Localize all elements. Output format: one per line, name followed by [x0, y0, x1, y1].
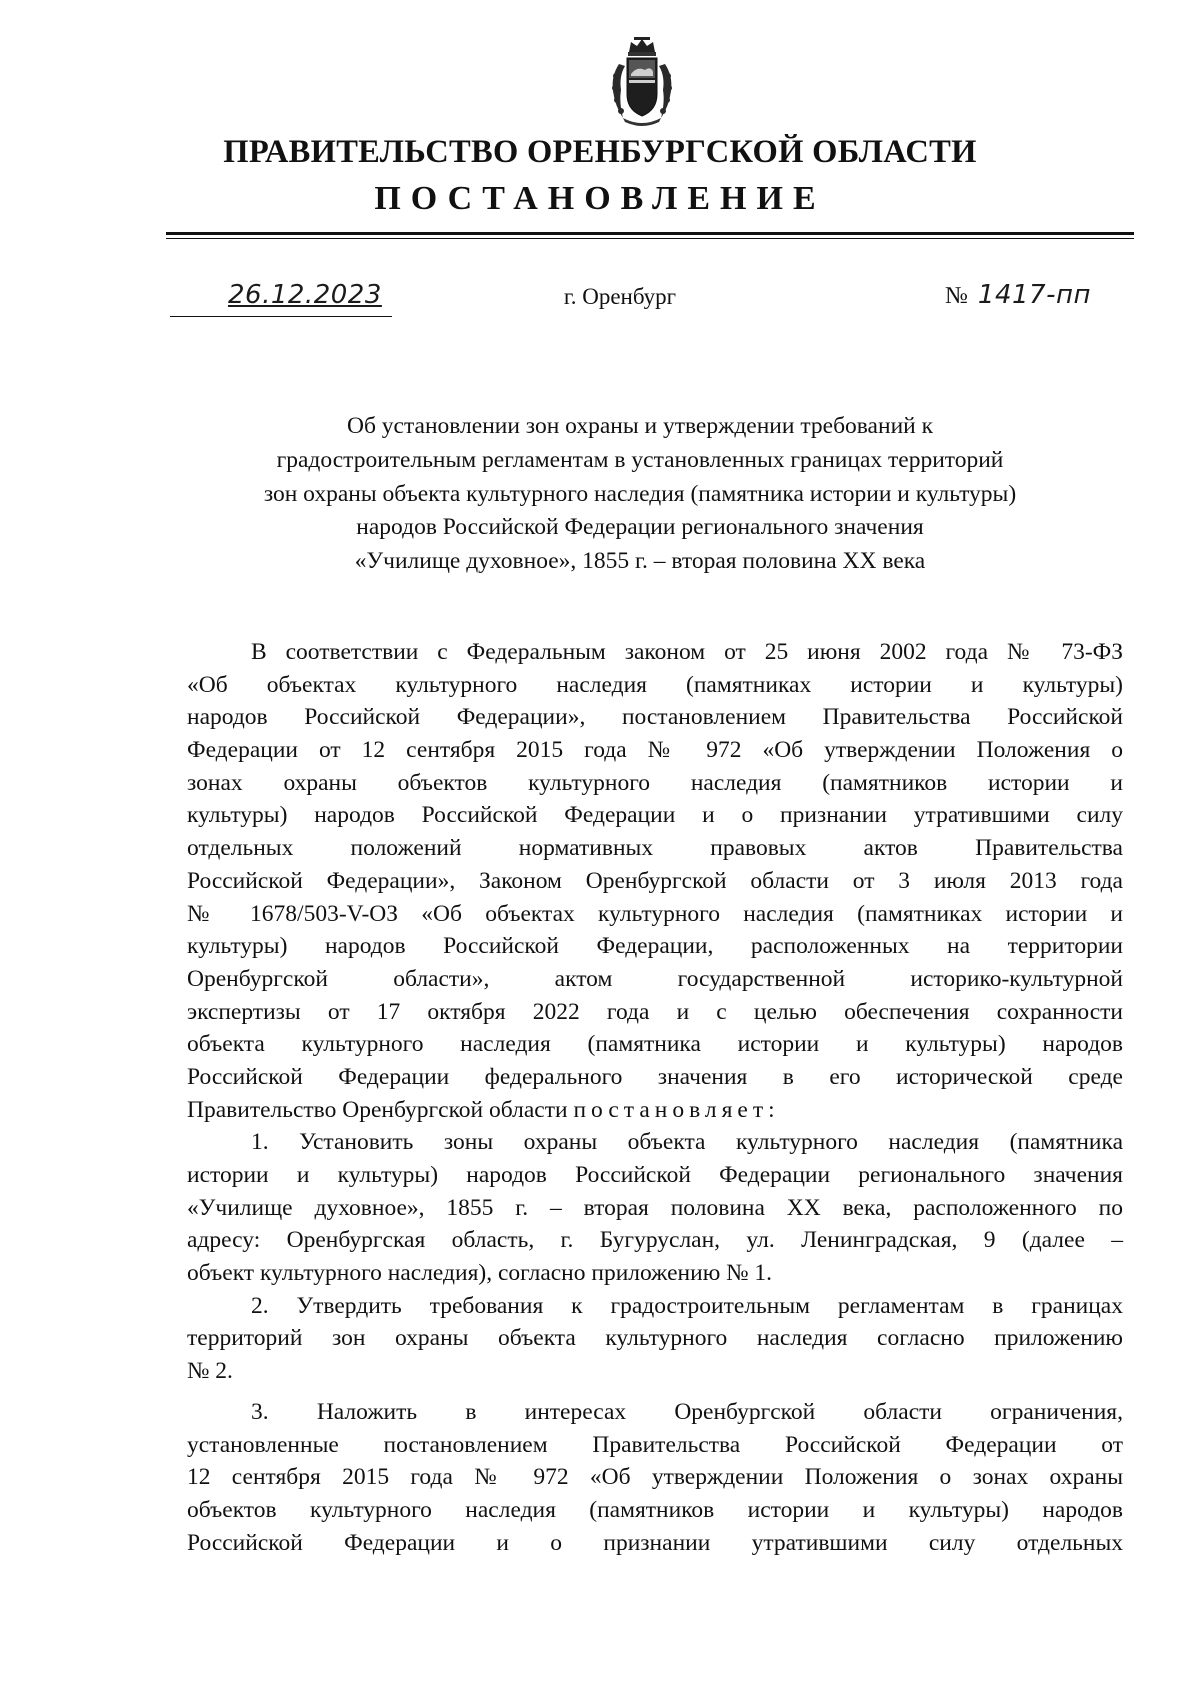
preamble-line: зонах охраны объектов культурного наследия (памятников истории и: [187, 769, 1123, 796]
subject-line: «Училище духовное», 1855 г. – вторая половина XX века: [354, 548, 926, 575]
preamble-line: «Об объектах культурного наследия (памятниках истории и культуры): [187, 671, 1123, 698]
preamble-line: отдельных положений нормативных правовых актов Правительства: [187, 835, 1123, 862]
subject-line: Об установлении зон охраны и утверждении требований к: [346, 413, 934, 439]
subject-line: народов Российской Федерации регионального значения: [356, 514, 924, 541]
preamble-line: Федерации от 12 сентября 2015 года № 972 «Об утверждении Положения о: [187, 737, 1123, 764]
item-1-line: 1. Установить зоны охраны объекта культурного наследия (памятника: [251, 1129, 1123, 1156]
item-1-line: адресу: Оренбургская область, г. Бугуруслан, ул. Ленинградская, 9 (далее –: [187, 1227, 1123, 1254]
document-city: г. Оренбург: [563, 284, 677, 309]
item-3-line: 3. Наложить в интересах Оренбургской области ограничения,: [251, 1398, 1123, 1425]
item-2-line: № 2.: [187, 1358, 233, 1385]
item-2-line: территорий зон охраны объекта культурного наследия согласно приложению: [187, 1325, 1123, 1352]
resolves-word: постановляет: [573, 1096, 769, 1123]
header-divider-thick: [166, 232, 1134, 235]
document-body: [187, 636, 1123, 1559]
preamble-line: Российской Федерации», Законом Оренбургской области от 3 июля 2013 года: [187, 867, 1123, 894]
document-kind-title: ПОСТАНОВЛЕНИЕ: [374, 180, 826, 217]
organization-title: ПРАВИТЕЛЬСТВО ОРЕНБУРГСКОЙ ОБЛАСТИ: [223, 134, 977, 170]
number-sign: №: [945, 283, 968, 309]
subject-line: градостроительным регламентам в установленных границах территорий: [276, 446, 1004, 473]
document-date: 26.12.2023: [228, 280, 382, 310]
resolves-colon: :: [768, 1096, 775, 1123]
subject-line: зон охраны объекта культурного наследия (памятника истории и культуры): [263, 480, 1017, 507]
date-field: [170, 280, 392, 317]
preamble-line: объекта культурного наследия (памятника истории и культуры) народов: [187, 1031, 1123, 1058]
document-subject: [180, 410, 1100, 579]
preamble-line: № 1678/503-V-ОЗ «Об объектах культурного наследия (памятниках истории и: [187, 900, 1123, 927]
item-1-line: истории и культуры) народов Российской Федерации регионального значения: [187, 1162, 1123, 1188]
document-number: 1417-пп: [977, 280, 1091, 310]
item-3-line: Российской Федерации и о признании утратившими силу отдельных: [187, 1529, 1123, 1556]
item-3-line: установленные постановлением Правительства Российской Федерации от: [187, 1431, 1123, 1458]
preamble-line: Российской Федерации федерального значения в его исторической среде: [187, 1063, 1123, 1090]
item-1-line: «Училище духовное», 1855 г. – вторая половина XX века, расположенного по: [187, 1194, 1123, 1221]
header-divider-thin: [166, 238, 1134, 239]
preamble-line: культуры) народов Российской Федерации, расположенных на территории: [187, 933, 1123, 960]
preamble-line: народов Российской Федерации», постановлением Правительства Российской: [187, 704, 1123, 731]
paragraph-gap: [187, 1388, 1123, 1396]
preamble-line: Оренбургской области», актом государственной историко-культурной: [187, 965, 1123, 992]
preamble-last-line: [187, 1094, 1123, 1127]
preamble-line: В соответствии с Федеральным законом от 25 июня 2002 года № 73-ФЗ: [251, 639, 1123, 665]
preamble-line: экспертизы от 17 октября 2022 года и с целью обеспечения сохранности: [187, 998, 1123, 1025]
document-number-field: [945, 280, 1091, 310]
item-3-line: 12 сентября 2015 года № 972 «Об утверждении Положения о зонах охраны: [187, 1464, 1123, 1491]
item-1-line: объект культурного наследия), согласно приложению № 1.: [187, 1260, 773, 1287]
preamble-issuer: Правительство Оренбургской области: [187, 1096, 574, 1123]
coat-of-arms-emblem-icon: [607, 36, 677, 128]
item-2-line: 2. Утвердить требования к градостроительным регламентам в границах: [251, 1292, 1123, 1319]
preamble-line: культуры) народов Российской Федерации и о признании утратившими силу: [187, 802, 1123, 829]
item-3-line: объектов культурного наследия (памятников истории и культуры) народов: [187, 1496, 1123, 1523]
